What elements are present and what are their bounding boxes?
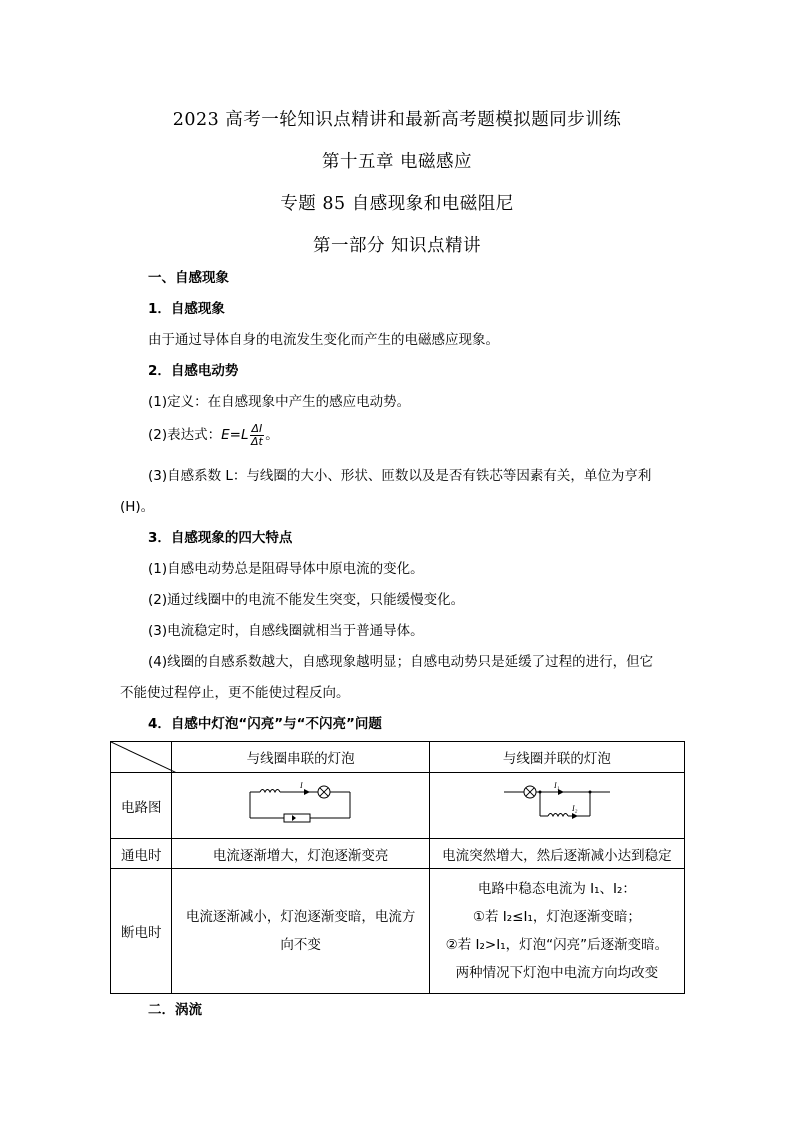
- power-on-series: 电流逐渐增大，灯泡逐渐变亮: [172, 839, 429, 869]
- coefficient-text-line1: (3)自感系数 L：与线圈的大小、形状、匝数以及是否有铁芯等因素有关，单位为亨利: [148, 468, 652, 484]
- coil-icon: [548, 813, 568, 816]
- feature-2: (2)通过线圈中的电流不能发生突变，只能缓慢变化。: [148, 592, 465, 608]
- header-series-lamp: 与线圈串联的灯泡: [172, 742, 429, 773]
- diagonal-header-cell: [111, 742, 172, 773]
- expression-end: 。: [265, 427, 279, 443]
- row-label-circuit: 电路图: [111, 773, 172, 839]
- resistor-icon: [284, 814, 310, 822]
- feature-1: (1)自感电动势总是阻碍导体中原电流的变化。: [148, 561, 424, 577]
- expression-fraction: [250, 423, 265, 448]
- power-off-parallel-line3: ②若 I₂>I₁，灯泡“闪亮”后逐渐变暗。: [445, 937, 669, 953]
- document-title: 2023 高考一轮知识点精讲和最新高考题模拟题同步训练: [172, 110, 622, 130]
- section1-heading: 一、自感现象: [148, 270, 229, 286]
- item1-text: 由于通过导体自身的电流发生变化而产生的电磁感应现象。: [148, 332, 499, 348]
- table-row-power-off: [111, 869, 685, 994]
- expression-prefix: (2)表达式：: [148, 427, 222, 443]
- power-off-parallel-line1: 电路中稳态电流为 I₁、I₂：: [477, 881, 636, 897]
- bottom-arrow-icon: [292, 815, 296, 821]
- definition-text: (1)定义：在自感现象中产生的感应电动势。: [148, 394, 411, 410]
- header-parallel-lamp: 与线圈并联的灯泡: [429, 742, 684, 773]
- power-off-parallel-line4: 两种情况下灯泡中电流方向均改变: [455, 965, 659, 981]
- table-header-row: [111, 742, 685, 773]
- current-arrow-icon: [304, 789, 310, 795]
- item1-heading: 1．自感现象: [148, 301, 225, 317]
- label-I: I: [299, 781, 303, 790]
- label-I1: I₁: [553, 780, 560, 790]
- junction-dot: [588, 790, 591, 793]
- diagonal-line: [111, 742, 177, 773]
- table-row-circuit: [111, 773, 685, 839]
- series-circuit-cell: [172, 773, 429, 839]
- junction-dot: [538, 790, 541, 793]
- item3-heading: 3．自感现象的四大特点: [148, 530, 293, 546]
- expression-lhs: E=L: [221, 427, 249, 443]
- power-off-parallel-line2: ①若 I₂≤I₁，灯泡逐渐变暗；: [472, 909, 641, 925]
- topic-title: 专题 85 自感现象和电磁阻尼: [280, 194, 514, 214]
- power-off-series-line2: 向不变: [280, 937, 321, 953]
- power-on-parallel: 电流突然增大，然后逐渐减小达到稳定: [429, 839, 684, 869]
- row-label-power-on: 通电时: [111, 839, 172, 869]
- power-off-series: [172, 869, 429, 994]
- parallel-circuit-diagram: [502, 780, 612, 828]
- power-off-series-line1: 电流逐渐减小，灯泡逐渐变暗，电流方: [185, 909, 416, 925]
- fraction-denominator: Δt: [250, 434, 263, 448]
- power-off-parallel: [429, 869, 684, 994]
- coil-icon: [260, 789, 280, 792]
- current-arrow-icon: [572, 813, 578, 819]
- feature-4-line2: 不能使过程停止，更不能使过程反向。: [120, 685, 350, 701]
- label-I2: I₂: [571, 803, 578, 813]
- chapter-title: 第十五章 电磁感应: [321, 152, 473, 172]
- row-label-power-off: 断电时: [111, 869, 172, 994]
- item2-heading: 2．自感电动势: [148, 363, 239, 379]
- coefficient-text-line2: (H)。: [120, 499, 155, 515]
- table-row-power-on: [111, 839, 685, 869]
- feature-4-line1: (4)线圈的自感系数越大，自感现象越明显；自感电动势只是延缓了过程的进行，但它: [148, 654, 654, 670]
- comparison-table: [110, 741, 685, 994]
- expression-line: [148, 420, 678, 450]
- part-title: 第一部分 知识点精讲: [312, 236, 482, 256]
- feature-3: (3)电流稳定时，自感线圈就相当于普通导体。: [148, 623, 424, 639]
- item4-heading: 4．自感中灯泡“闪亮”与“不闪亮”问题: [148, 716, 382, 732]
- series-circuit-diagram: [246, 782, 356, 826]
- section2-heading: 二．涡流: [148, 1002, 202, 1018]
- parallel-circuit-cell: [429, 773, 684, 839]
- fraction-numerator: ΔI: [251, 421, 263, 435]
